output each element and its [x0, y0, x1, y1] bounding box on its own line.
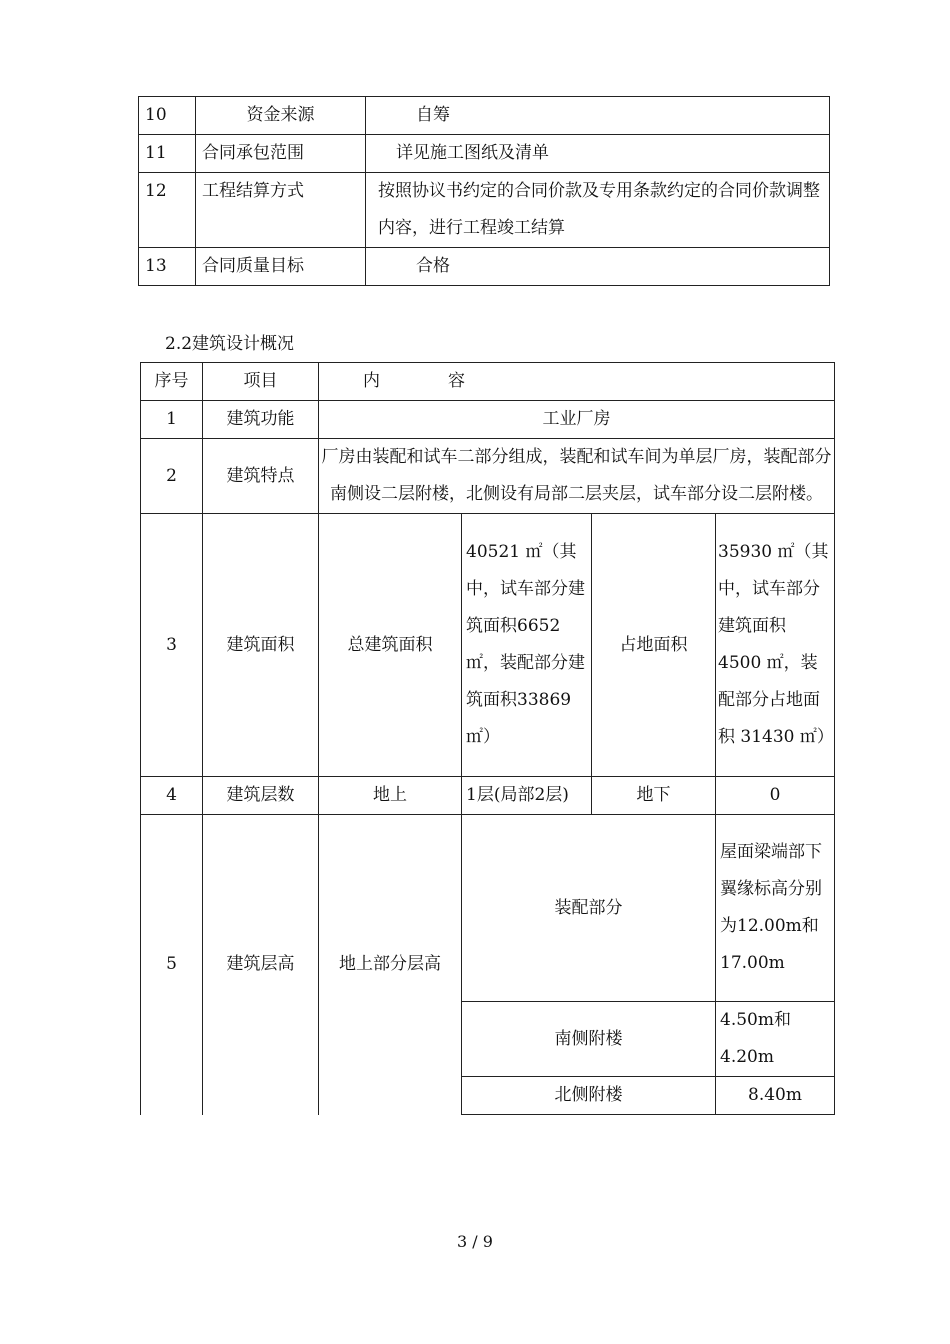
table-row	[139, 248, 830, 286]
north-annex-label: 北侧附楼	[462, 1077, 716, 1115]
below-ground-value: 0	[716, 777, 835, 815]
table-row	[139, 173, 830, 248]
page-number: 3 / 9	[457, 1232, 493, 1251]
table-header-row	[141, 363, 835, 401]
total-area-value: 40521 ㎡（其中，试车部分建筑面积6652 ㎡，装配部分建筑面积33869 ㎡）	[462, 514, 592, 777]
assembly-part-label: 装配部分	[462, 815, 716, 1002]
total-area-label: 总建筑面积	[319, 514, 462, 777]
design-overview-table	[140, 362, 835, 1115]
above-ground-label: 地上	[319, 777, 462, 815]
header-item: 项目	[203, 363, 319, 401]
row-number: 5	[141, 815, 203, 1115]
row-number: 13	[139, 248, 196, 286]
row-item: 建筑功能	[203, 401, 319, 439]
land-area-value: 35930 ㎡（其中，试车部分建筑面积 4500 ㎡，装配部分占地面积 31430 ㎡）	[716, 514, 835, 777]
row-number: 1	[141, 401, 203, 439]
south-annex-value: 4.50m和4.20m	[716, 1002, 835, 1077]
row-item: 工程结算方式	[196, 173, 366, 248]
row-item: 建筑特点	[203, 439, 319, 514]
row-item: 建筑层高	[203, 815, 319, 1115]
row-item: 合同质量目标	[196, 248, 366, 286]
row-item: 建筑面积	[203, 514, 319, 777]
table-row	[141, 514, 835, 777]
table-row	[139, 135, 830, 173]
south-annex-label: 南侧附楼	[462, 1002, 716, 1077]
floor-height-label: 地上部分层高	[319, 815, 462, 1115]
row-content: 厂房由装配和试车二部分组成，装配和试车间为单层厂房，装配部分南侧设二层附楼，北侧设有局部二层夹层，试车部分设二层附楼。	[319, 439, 835, 514]
row-number: 11	[139, 135, 196, 173]
row-number: 3	[141, 514, 203, 777]
below-ground-label: 地下	[592, 777, 716, 815]
contract-info-table	[138, 96, 830, 286]
row-content: 按照协议书约定的合同价款及专用条款约定的合同价款调整内容，进行工程竣工结算	[366, 173, 830, 248]
row-content: 详见施工图纸及清单	[366, 135, 830, 173]
row-number: 12	[139, 173, 196, 248]
row-number: 10	[139, 97, 196, 135]
section-heading: 2.2建筑设计概况	[165, 334, 295, 354]
row-content: 合格	[366, 248, 830, 286]
above-ground-value: 1层(局部2层)	[462, 777, 592, 815]
table-row	[141, 439, 835, 514]
table-row	[139, 97, 830, 135]
land-area-label: 占地面积	[592, 514, 716, 777]
row-item: 合同承包范围	[196, 135, 366, 173]
header-number: 序号	[141, 363, 203, 401]
row-number: 4	[141, 777, 203, 815]
row-content: 工业厂房	[319, 401, 835, 439]
assembly-part-value: 屋面梁端部下翼缘标高分别为12.00m和17.00m	[716, 815, 835, 1002]
north-annex-value: 8.40m	[716, 1077, 835, 1115]
row-item: 资金来源	[196, 97, 366, 135]
table-row	[141, 401, 835, 439]
row-content: 自筹	[366, 97, 830, 135]
row-item: 建筑层数	[203, 777, 319, 815]
row-number: 2	[141, 439, 203, 514]
table-row	[141, 815, 835, 1002]
table-row	[141, 777, 835, 815]
header-content: 内 容	[319, 363, 835, 401]
